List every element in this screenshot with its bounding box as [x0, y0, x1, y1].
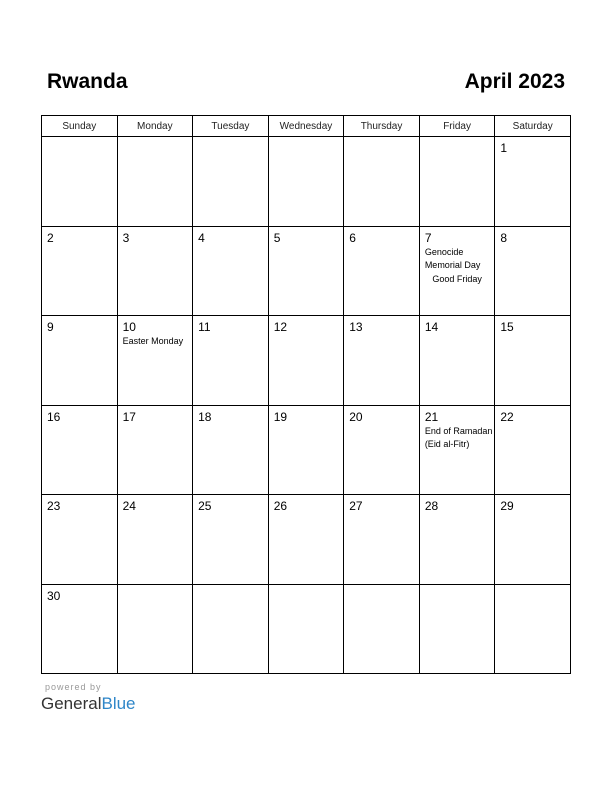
- day-number: 8: [500, 230, 508, 245]
- powered-by-label: powered by: [45, 682, 102, 692]
- week-row: [42, 495, 571, 585]
- holiday-genocide-memorial-day: Genocide Memorial Day: [424, 246, 481, 270]
- day-cell: [268, 495, 344, 585]
- day-number: 29: [500, 499, 514, 513]
- day-cell: [42, 316, 118, 406]
- day-cell: [344, 495, 420, 585]
- day-cell: [344, 226, 420, 316]
- weekday-wednesday: Wednesday: [268, 116, 344, 137]
- month-title: April 2023: [464, 70, 565, 93]
- weekday-friday: Friday: [419, 116, 495, 137]
- day-cell: [117, 495, 193, 585]
- day-cell: [193, 405, 269, 495]
- day-number: 13: [349, 320, 363, 334]
- day-number: 3: [122, 230, 130, 245]
- calendar-grid: [41, 115, 571, 674]
- weekday-monday: Monday: [117, 116, 193, 137]
- footer: [41, 682, 136, 714]
- day-number: [42, 137, 117, 141]
- week-row: [42, 584, 571, 674]
- brand-blue: Blue: [101, 694, 136, 713]
- day-cell: [117, 405, 193, 495]
- weekday-header-row: [42, 116, 571, 137]
- day-cell: [268, 584, 344, 674]
- day-number: [420, 585, 495, 589]
- day-number: [269, 585, 344, 589]
- day-number: [344, 585, 419, 589]
- day-cell: [419, 316, 495, 406]
- day-cell: [193, 495, 269, 585]
- day-number: [118, 585, 193, 589]
- day-cell: [117, 226, 193, 316]
- day-number: 2: [47, 230, 54, 245]
- week-row: [42, 316, 571, 406]
- day-number: 1: [500, 141, 508, 155]
- day-cell: [419, 137, 495, 227]
- day-number: [193, 585, 268, 589]
- day-cell: [268, 316, 344, 406]
- day-cell: [117, 137, 193, 227]
- calendar-header: [41, 70, 571, 100]
- day-number: 4: [198, 230, 205, 245]
- day-cell: [193, 226, 269, 316]
- day-number: [193, 137, 268, 141]
- day-cell: [495, 495, 571, 585]
- day-cell: [495, 226, 571, 316]
- day-cell: [268, 137, 344, 227]
- weekday-saturday: Saturday: [495, 116, 571, 137]
- day-number: 22: [500, 409, 514, 424]
- day-cell: [419, 405, 495, 495]
- day-number: 21: [424, 409, 439, 424]
- week-row: [42, 405, 571, 495]
- day-cell: [117, 316, 193, 406]
- day-number: [420, 137, 495, 141]
- day-cell: [268, 405, 344, 495]
- day-cell: [495, 405, 571, 495]
- day-cell: [268, 226, 344, 316]
- day-cell: [42, 584, 118, 674]
- generalblue-logo[interactable]: [41, 694, 136, 714]
- day-number: 20: [349, 409, 363, 424]
- country-title: Rwanda: [47, 70, 128, 93]
- holiday-easter-monday: Easter Monday: [122, 336, 184, 346]
- day-cell: [419, 226, 495, 316]
- day-cell: [42, 495, 118, 585]
- day-number: [269, 137, 344, 141]
- day-cell: [344, 584, 420, 674]
- day-number: 24: [122, 499, 136, 513]
- week-row: [42, 226, 571, 316]
- day-number: 19: [273, 409, 288, 424]
- day-cell: [193, 137, 269, 227]
- day-number: 27: [349, 499, 363, 513]
- brand-general: General: [41, 694, 102, 713]
- day-cell: [344, 405, 420, 495]
- day-number: 14: [424, 320, 439, 334]
- day-cell: [193, 316, 269, 406]
- day-cell: [344, 137, 420, 227]
- day-cell: [344, 316, 420, 406]
- day-number: 26: [273, 499, 288, 513]
- day-cell: [419, 495, 495, 585]
- day-number: [118, 137, 193, 141]
- day-number: 7: [424, 230, 432, 245]
- weekday-thursday: Thursday: [344, 116, 420, 137]
- day-number: 18: [198, 409, 212, 424]
- day-cell: [42, 405, 118, 495]
- day-number: 30: [47, 588, 61, 603]
- day-number: 12: [273, 320, 288, 334]
- day-number: 15: [500, 320, 514, 334]
- day-number: 25: [198, 499, 212, 513]
- weekday-sunday: Sunday: [42, 116, 118, 137]
- day-cell: [495, 137, 571, 227]
- day-number: 9: [47, 320, 54, 334]
- day-cell: [42, 137, 118, 227]
- day-number: [495, 585, 570, 589]
- day-cell: [117, 584, 193, 674]
- day-number: 28: [424, 499, 439, 513]
- week-row: [42, 137, 571, 227]
- day-cell: [495, 316, 571, 406]
- holiday-end-of-ramadan: End of Ramadan (Eid al-Fitr): [424, 425, 493, 449]
- day-cell: [42, 226, 118, 316]
- day-number: 23: [47, 499, 61, 513]
- day-number: 6: [349, 230, 356, 245]
- day-number: 10: [122, 320, 136, 334]
- day-number: 11: [198, 320, 211, 334]
- day-number: 16: [47, 409, 61, 424]
- day-cell: [193, 584, 269, 674]
- day-cell: [495, 584, 571, 674]
- day-number: [344, 137, 419, 141]
- weekday-tuesday: Tuesday: [193, 116, 269, 137]
- day-cell: [419, 584, 495, 674]
- day-number: 5: [273, 230, 281, 245]
- holiday-good-friday: Good Friday: [432, 273, 482, 284]
- day-number: 17: [122, 409, 136, 424]
